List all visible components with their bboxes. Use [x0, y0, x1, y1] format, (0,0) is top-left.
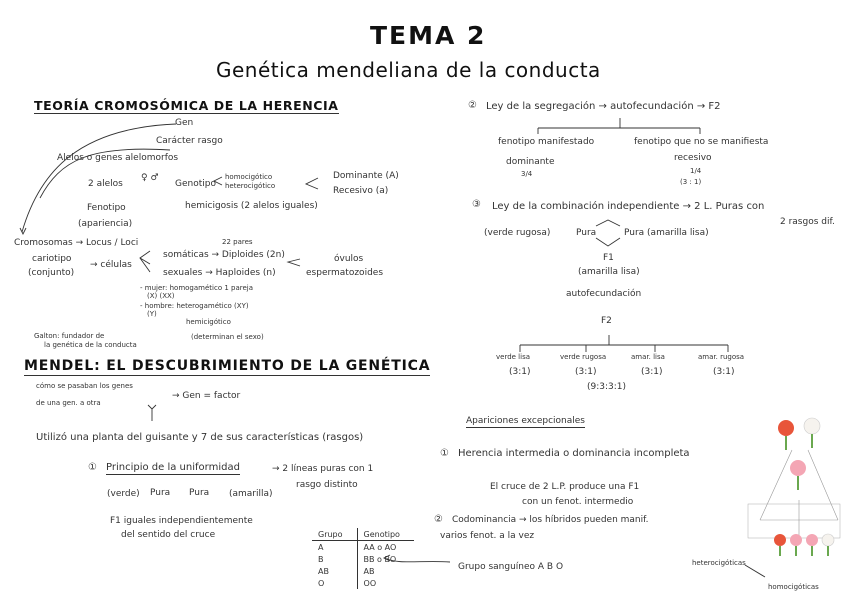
table-cell: OO — [363, 578, 377, 588]
text-pura-1: Pura — [150, 488, 171, 498]
table-cell: AB — [312, 565, 357, 577]
text-caracter: Carácter rasgo — [156, 136, 223, 146]
text-f1-right: F1 — [603, 253, 614, 263]
text-fenotipo-manifestado: fenotipo manifestado — [498, 137, 595, 147]
blood-group-table — [312, 528, 414, 589]
flower-illustration — [740, 412, 848, 582]
outcome-ratio-4: (3:1) — [713, 367, 735, 377]
text-autofecundacion: autofecundación — [566, 289, 642, 299]
ley3-number: ③ — [472, 199, 481, 210]
ley1-result: → 2 líneas puras con 1 — [272, 464, 374, 474]
table-cell: AB — [363, 566, 375, 576]
white-flower-icon — [822, 534, 834, 546]
text-dominante: Dominante (A) — [333, 171, 399, 181]
text-f2: F2 — [601, 316, 612, 326]
text-alelos: Alelos o genes alelomorfos — [57, 153, 179, 163]
table-cell: O — [312, 577, 357, 589]
text-heterocigoticas: heterocigóticas — [692, 559, 746, 567]
section-teoria-cromosomica: TEORÍA CROMOSÓMICA DE LA HERENCIA — [34, 98, 339, 113]
page-title: TEMA 2 — [370, 21, 487, 50]
text-grupo-sanguineo: Grupo sanguíneo A B O — [458, 562, 564, 572]
text-pura-3: Pura — [576, 228, 597, 238]
text-sexos: ♀ ♂ — [141, 173, 159, 183]
table-row — [312, 565, 414, 577]
table-cell: AA o AO — [363, 542, 397, 552]
table-header: Genotipo — [357, 528, 414, 541]
text-pares: 22 pares — [222, 238, 253, 246]
outcome-ratio-3: (3:1) — [641, 367, 663, 377]
text-amarilla: (amarilla) — [229, 489, 273, 499]
text-mujer: - mujer: homogamético 1 pareja — [140, 284, 253, 292]
text-conjunto: (conjunto) — [28, 268, 75, 278]
text-celulas: → células — [90, 260, 132, 270]
outcome-4: amar. rugosa — [698, 353, 745, 361]
text-cruce: El cruce de 2 L.P. produce una F1 — [490, 482, 640, 492]
text-ratio: (3 : 1) — [680, 178, 702, 186]
text-pura-2: Pura — [189, 488, 210, 498]
text-utilizo: Utilizó una planta del guisante y 7 de sus características (rasgos) — [36, 432, 364, 443]
text-fenotipo: Fenotipo — [87, 203, 126, 213]
ex2-number: ② — [434, 514, 443, 525]
text-genotipo: Genotipo — [175, 179, 216, 189]
text-gen: Gen — [175, 118, 194, 128]
text-como2: de una gen. a otra — [36, 399, 101, 407]
text-dominante-2: dominante — [506, 157, 555, 167]
text-hemicigosis: hemicigosis (2 alelos iguales) — [185, 201, 318, 211]
text-sexuales: sexuales → Haploides (n) — [163, 268, 276, 278]
pink-flower-icon — [790, 534, 802, 546]
ley3-sub: 2 rasgos dif. — [780, 217, 835, 227]
ley3-title: Ley de la combinación independiente → 2 L. Puras con — [492, 201, 765, 212]
pink-flower-icon — [790, 460, 806, 476]
text-como: cómo se pasaban los genes — [36, 382, 133, 390]
text-galton: Galton: fundador de — [34, 332, 105, 340]
big-ratio: (9:3:3:1) — [587, 382, 627, 392]
text-verde-rugosa: (verde rugosa) — [484, 228, 551, 238]
outcome-1: verde lisa — [496, 353, 531, 361]
text-recesivo-2: recesivo — [674, 153, 712, 163]
ley2-title: Ley de la segregación → autofecundación → F2 — [486, 101, 721, 112]
text-recesivo: Recesivo (a) — [333, 186, 389, 196]
text-fenotipo-no: fenotipo que no se manifiesta — [634, 137, 769, 147]
ley1-title: Principio de la uniformidad — [106, 462, 240, 473]
text-cariotipo: cariotipo — [32, 254, 72, 264]
table-row — [312, 577, 414, 589]
ley2-number: ② — [468, 100, 477, 111]
text-hombre: - hombre: heterogamético (XY) — [140, 302, 249, 310]
text-hombre-sub: (Y) — [147, 310, 157, 318]
text-hemicigotico: hemicigótico — [186, 318, 231, 326]
pink-flower-icon — [806, 534, 818, 546]
text-f1-2: del sentido del cruce — [121, 530, 216, 540]
white-flower-icon — [804, 418, 820, 434]
text-frac-rec: 1/4 — [690, 167, 702, 175]
ex2-title: Codominancia → los híbridos pueden manif. — [452, 515, 649, 525]
text-amarilla-lisa: (amarilla lisa) — [578, 267, 640, 277]
text-verde: (verde) — [107, 489, 140, 499]
section-mendel: MENDEL: EL DESCUBRIMIENTO DE LA GENÉTICA — [24, 358, 431, 374]
outcome-2: verde rugosa — [560, 353, 607, 361]
table-cell: B — [312, 553, 357, 565]
table-header: Grupo — [312, 528, 357, 541]
ley1-number: ① — [88, 462, 97, 473]
red-flower-icon — [778, 420, 794, 436]
outcome-3: amar. lisa — [631, 353, 665, 361]
text-f1: F1 iguales independientemente — [110, 516, 253, 526]
text-homocigotico: homocigótico — [225, 173, 273, 181]
table-cell: A — [312, 541, 357, 554]
red-flower-icon — [774, 534, 786, 546]
text-cruce2: con un fenot. intermedio — [522, 497, 634, 507]
text-pura-amarilla: Pura (amarilla lisa) — [624, 228, 709, 238]
text-homocigoticas: homocigóticas — [768, 583, 819, 591]
table-cell: BB o BO — [363, 554, 397, 564]
text-frac-dom: 3/4 — [521, 170, 533, 178]
text-apariencia: (apariencia) — [78, 219, 133, 229]
text-galton2: la genética de la conducta — [44, 341, 137, 349]
page-subtitle: Genética mendeliana de la conducta — [216, 58, 601, 82]
text-espermatozoides: espermatozoides — [306, 268, 384, 278]
outcome-ratio-1: (3:1) — [509, 367, 531, 377]
ex1-number: ① — [440, 448, 449, 459]
outcome-ratio-2: (3:1) — [575, 367, 597, 377]
text-ovulos: óvulos — [334, 254, 364, 264]
text-dos-alelos: 2 alelos — [88, 179, 123, 189]
table-row — [312, 553, 414, 565]
text-somaticas: somáticas → Diploides (2n) — [163, 250, 285, 260]
text-heterocigotico: heterocigótico — [225, 182, 276, 190]
ex1-title: Herencia intermedia o dominancia incompleta — [458, 448, 690, 459]
text-cromosomas: Cromosomas → Locus / Loci — [14, 238, 139, 248]
text-mujer-sub: (X) (XX) — [147, 292, 175, 300]
ex2-sub: varios fenot. a la vez — [440, 531, 535, 541]
text-gen-factor: → Gen = factor — [172, 391, 241, 401]
section-apariciones: Apariciones excepcionales — [466, 416, 585, 426]
text-rasgo: rasgo distinto — [296, 480, 358, 490]
text-determinan: (determinan el sexo) — [191, 333, 264, 341]
table-header-row — [312, 528, 414, 541]
table-row — [312, 541, 414, 554]
